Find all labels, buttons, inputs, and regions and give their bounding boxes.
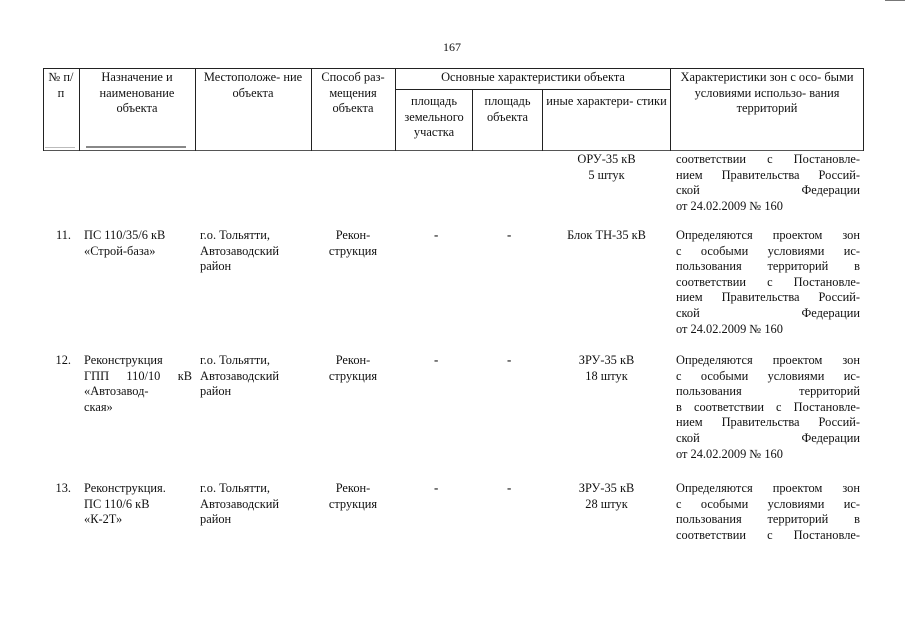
header-location: Местоположе- ние объекта bbox=[203, 70, 303, 100]
header-zones: Характеристики зон с осо- быми условиями использо- вания территорий bbox=[680, 70, 854, 116]
row-location: г.о. Тольятти, Автозаводский район bbox=[200, 353, 280, 399]
header-method: Способ раз- мещения объекта bbox=[321, 70, 385, 116]
row-other: ЗРУ-35 кВ 28 штук bbox=[578, 481, 635, 511]
header-land-area: площадь земельного участка bbox=[404, 94, 464, 140]
row-object-area: - bbox=[507, 227, 512, 242]
row-land-area: - bbox=[434, 480, 439, 495]
row-name: Реконструкция ГПП 110/10 кВ «Автозавод- ская» bbox=[84, 353, 192, 414]
row-land-area: - bbox=[434, 352, 439, 367]
scan-artifact bbox=[885, 0, 905, 1]
header-other-characteristics: иные характери- стики bbox=[546, 94, 667, 108]
header-name: Назначение и наименование объекта bbox=[99, 70, 175, 116]
row-method: Рекон- струкция bbox=[328, 353, 378, 383]
header-main-characteristics: Основные характеристики объекта bbox=[441, 70, 625, 84]
row-land-area: - bbox=[434, 227, 439, 242]
row-other: ЗРУ-35 кВ 18 штук bbox=[578, 353, 635, 383]
row-name: Реконструкция. ПС 110/6 кВ «К-2Т» bbox=[84, 481, 166, 527]
header-object-area: площадь объекта bbox=[484, 94, 531, 124]
row-num: 11. bbox=[55, 228, 71, 242]
scan-artifact bbox=[45, 147, 75, 148]
row-zones: Определяются проектом зон с особыми условиями ис- пользования территорий в соответствии с Постановле- нием Правительства Россий- ской Федерации от 24.02.2009 № 160 bbox=[676, 228, 860, 336]
row-object-area: - bbox=[507, 352, 512, 367]
row-zones: Определяются проектом зон с особыми условиями ис- пользования территорий в соответствии с Постановле- нием Правительства Россий- ской Федерации от 24.02.2009 № 160 bbox=[676, 353, 860, 461]
row-zones: Определяются проектом зон с особыми условиями ис- пользования территорий в соответствии с Постановле- bbox=[676, 481, 860, 542]
row-object-area: - bbox=[507, 480, 512, 495]
row-other: Блок ТН-35 кВ bbox=[567, 228, 646, 242]
row-location: г.о. Тольятти, Автозаводский район bbox=[200, 228, 280, 274]
header-num: № п/п bbox=[48, 70, 74, 100]
continuation-other: ОРУ-35 кВ bbox=[577, 152, 636, 166]
row-num: 13. bbox=[55, 481, 71, 495]
row-method: Рекон- струкция bbox=[328, 228, 378, 258]
continuation-other: 5 штук bbox=[588, 167, 625, 182]
row-num: 12. bbox=[55, 353, 71, 367]
row-method: Рекон- струкция bbox=[328, 481, 378, 511]
continuation-zones: соответствии с Постановле- нием Правительства Россий- ской Федерации от 24.02.2009 № 160 bbox=[676, 152, 860, 213]
scan-artifact bbox=[86, 146, 186, 148]
page-number: 167 bbox=[443, 40, 461, 54]
row-name: ПС 110/35/6 кВ «Строй-база» bbox=[84, 228, 166, 258]
row-location: г.о. Тольятти, Автозаводский район bbox=[200, 481, 280, 527]
